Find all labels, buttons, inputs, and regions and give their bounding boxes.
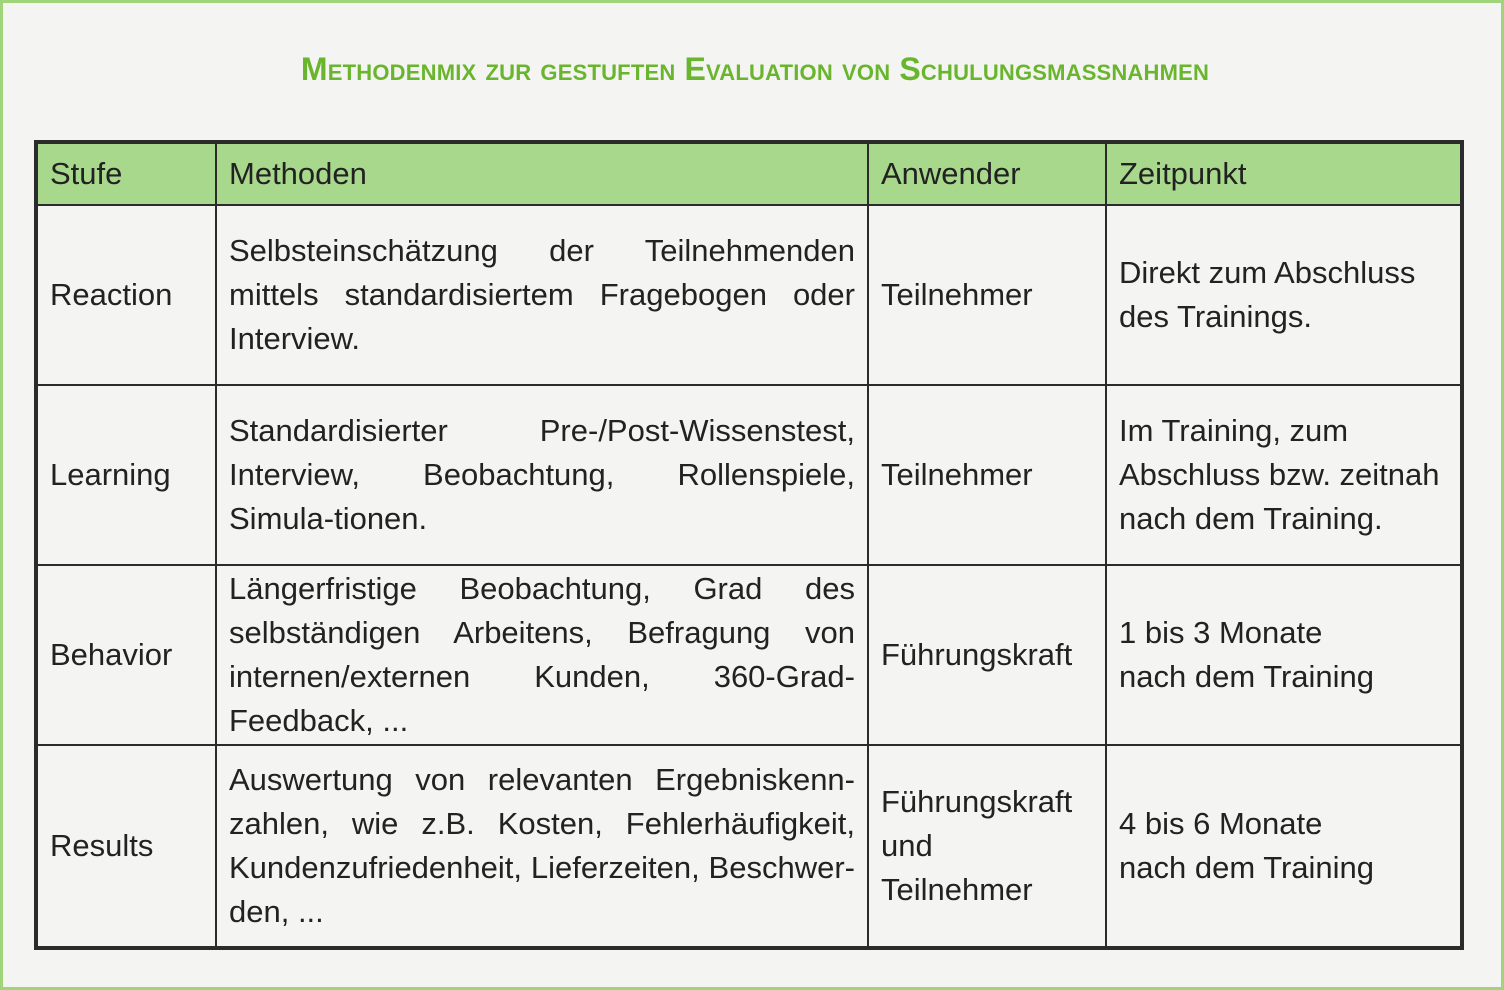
methoden-cell: Längerfristige Beobachtung, Grad des selbständigen Arbeitens, Befragung von internen/externen Kunden, 360-Grad-Feedback, ... xyxy=(216,565,868,745)
anwender-cell: Teilnehmer xyxy=(868,205,1106,385)
header-methoden: Methoden xyxy=(216,142,868,205)
methoden-cell: Auswertung von relevanten Ergebniskenn-zahlen, wie z.B. Kosten, Fehlerhäufigkeit, Kundenzufriedenheit, Lieferzeiten, Beschwer-den, ... xyxy=(216,745,868,948)
stufe-cell: Learning xyxy=(36,385,216,565)
table-header-row xyxy=(36,142,1462,205)
zeitpunkt-line: 4 bis 6 Monate xyxy=(1119,806,1323,841)
table-row xyxy=(36,745,1462,948)
table-row xyxy=(36,385,1462,565)
anwender-line: Führungskraft xyxy=(881,784,1073,819)
zeitpunkt-line: Direkt zum Abschluss xyxy=(1119,255,1416,290)
header-stufe: Stufe xyxy=(36,142,216,205)
anwender-cell: Teilnehmer xyxy=(868,385,1106,565)
zeitpunkt-line: 1 bis 3 Monate xyxy=(1119,615,1323,650)
table-row xyxy=(36,565,1462,745)
table-row xyxy=(36,205,1462,385)
zeitpunkt-cell xyxy=(1106,205,1462,385)
evaluation-table xyxy=(34,140,1464,950)
zeitpunkt-line: des Trainings. xyxy=(1119,299,1312,334)
anwender-cell xyxy=(868,745,1106,948)
zeitpunkt-line: nach dem Training xyxy=(1119,659,1375,694)
zeitpunkt-cell xyxy=(1106,745,1462,948)
methoden-cell: Selbsteinschätzung der Teilnehmenden mittels standardisiertem Fragebogen oder Interview. xyxy=(216,205,868,385)
zeitpunkt-line: nach dem Training. xyxy=(1119,501,1383,536)
zeitpunkt-line: Abschluss bzw. zeitnah xyxy=(1119,457,1440,492)
zeitpunkt-cell xyxy=(1106,385,1462,565)
zeitpunkt-line: nach dem Training xyxy=(1119,850,1375,885)
zeitpunkt-line: Im Training, zum xyxy=(1119,413,1349,448)
anwender-cell: Führungskraft xyxy=(868,565,1106,745)
anwender-line: und xyxy=(881,828,933,863)
stufe-cell: Results xyxy=(36,745,216,948)
header-anwender: Anwender xyxy=(868,142,1106,205)
methoden-cell: Standardisierter Pre-/Post-Wissenstest, Interview, Beobachtung, Rollenspiele, Simula-tionen. xyxy=(216,385,868,565)
page-title: Methodenmix zur gestuften Evaluation von Schulungsmaßnahmen xyxy=(300,51,1210,87)
stufe-cell: Reaction xyxy=(36,205,216,385)
zeitpunkt-cell xyxy=(1106,565,1462,745)
stufe-cell: Behavior xyxy=(36,565,216,745)
header-zeitpunkt: Zeitpunkt xyxy=(1106,142,1462,205)
anwender-line: Teilnehmer xyxy=(881,872,1033,907)
